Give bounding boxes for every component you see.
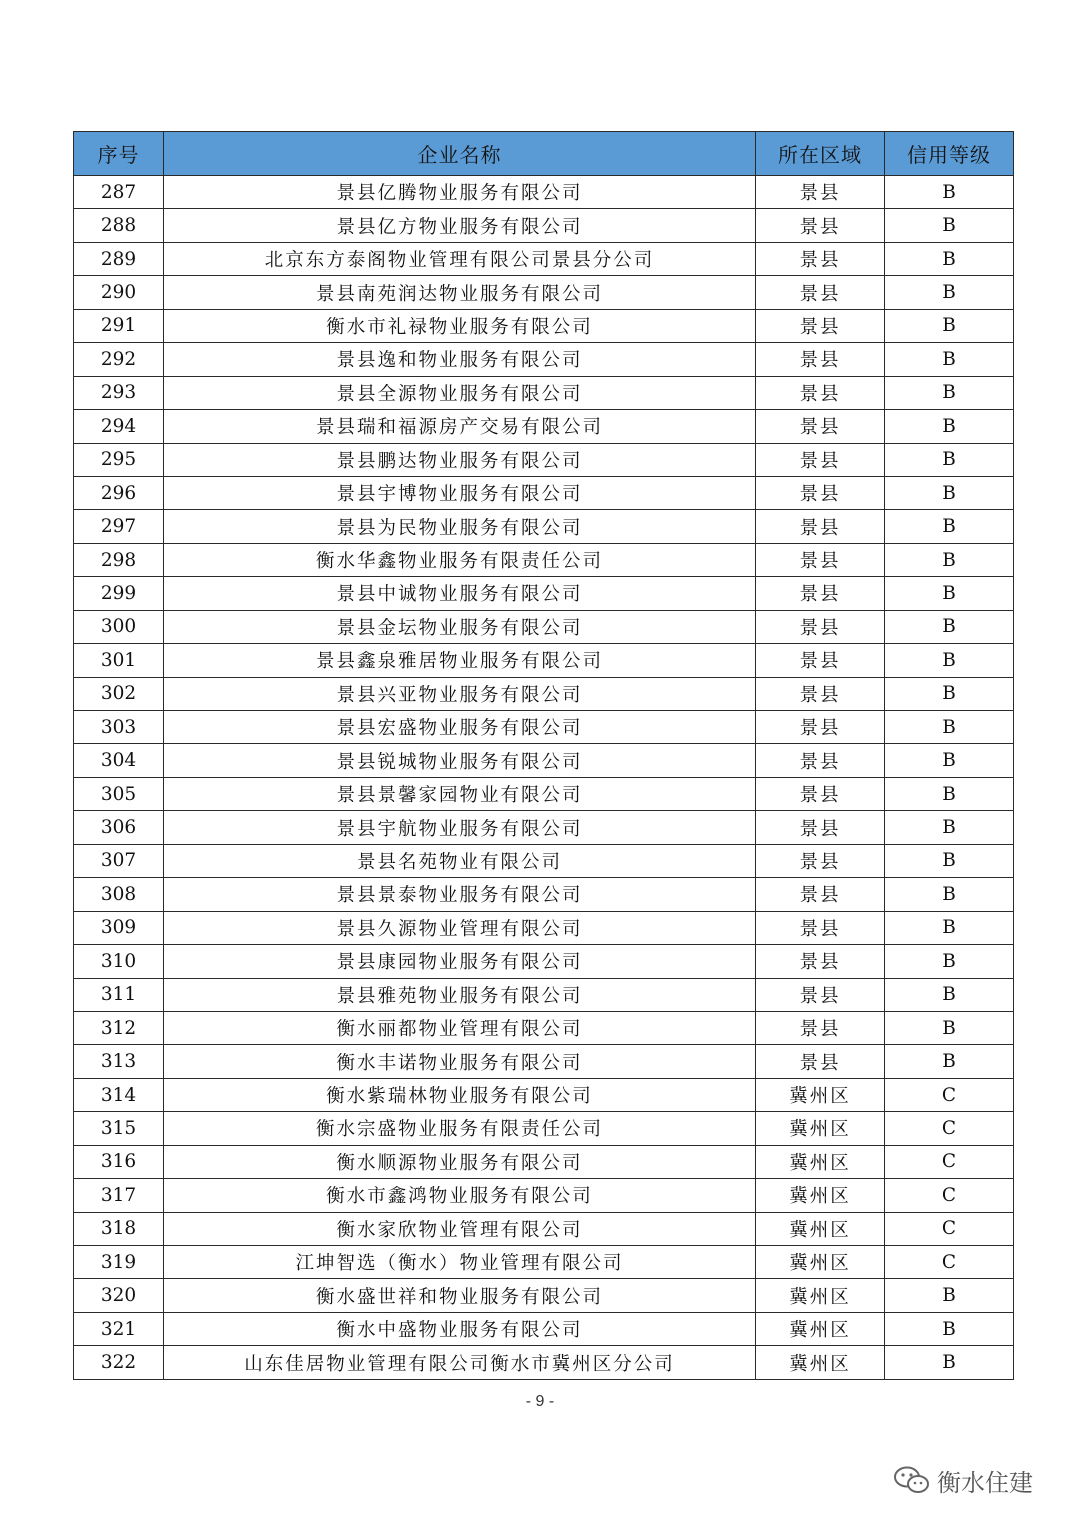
cell-serial-number: 287	[74, 176, 164, 209]
cell-region: 景县	[756, 744, 885, 777]
cell-region: 景县	[756, 376, 885, 409]
table-row	[74, 1212, 1014, 1245]
cell-company-name: 山东佳居物业管理有限公司衡水市冀州区分公司	[164, 1346, 756, 1379]
cell-company-name: 北京东方泰阁物业管理有限公司景县分公司	[164, 242, 756, 275]
wechat-icon	[893, 1465, 931, 1495]
cell-company-name: 景县金坛物业服务有限公司	[164, 610, 756, 643]
cell-credit-grade: B	[885, 978, 1014, 1011]
cell-company-name: 景县宇航物业服务有限公司	[164, 811, 756, 844]
cell-credit-grade: B	[885, 510, 1014, 543]
table-row	[74, 1312, 1014, 1345]
cell-company-name: 衡水紫瑞林物业服务有限公司	[164, 1078, 756, 1111]
cell-serial-number: 320	[74, 1279, 164, 1312]
cell-serial-number: 317	[74, 1179, 164, 1212]
cell-company-name: 江坤智选（衡水）物业管理有限公司	[164, 1246, 756, 1279]
cell-company-name: 景县锐城物业服务有限公司	[164, 744, 756, 777]
cell-company-name: 衡水市鑫鸿物业服务有限公司	[164, 1179, 756, 1212]
cell-credit-grade: B	[885, 1279, 1014, 1312]
cell-credit-grade: B	[885, 242, 1014, 275]
cell-region: 景县	[756, 343, 885, 376]
table-row	[74, 543, 1014, 576]
table-row	[74, 844, 1014, 877]
cell-company-name: 景县中诚物业服务有限公司	[164, 577, 756, 610]
cell-serial-number: 294	[74, 410, 164, 443]
cell-serial-number: 304	[74, 744, 164, 777]
table-row	[74, 410, 1014, 443]
cell-region: 景县	[756, 176, 885, 209]
cell-region: 景县	[756, 242, 885, 275]
cell-region: 景县	[756, 644, 885, 677]
cell-company-name: 衡水丽都物业管理有限公司	[164, 1011, 756, 1044]
cell-company-name: 景县宇博物业服务有限公司	[164, 476, 756, 509]
cell-company-name: 景县瑞和福源房产交易有限公司	[164, 410, 756, 443]
cell-company-name: 景县名苑物业有限公司	[164, 844, 756, 877]
cell-serial-number: 303	[74, 711, 164, 744]
cell-company-name: 景县逸和物业服务有限公司	[164, 343, 756, 376]
cell-credit-grade: B	[885, 309, 1014, 342]
table-row	[74, 1346, 1014, 1379]
cell-region: 冀州区	[756, 1179, 885, 1212]
page-number: - 9 -	[525, 1393, 555, 1410]
cell-company-name: 景县久源物业管理有限公司	[164, 911, 756, 944]
cell-region: 冀州区	[756, 1145, 885, 1178]
cell-serial-number: 313	[74, 1045, 164, 1078]
cell-serial-number: 316	[74, 1145, 164, 1178]
cell-serial-number: 295	[74, 443, 164, 476]
cell-region: 景县	[756, 209, 885, 242]
cell-region: 冀州区	[756, 1078, 885, 1111]
header-region: 所在区域	[756, 132, 885, 176]
table-header-row	[74, 132, 1014, 176]
cell-credit-grade: B	[885, 1045, 1014, 1078]
table-row	[74, 878, 1014, 911]
cell-serial-number: 297	[74, 510, 164, 543]
cell-serial-number: 299	[74, 577, 164, 610]
table-row	[74, 978, 1014, 1011]
cell-serial-number: 306	[74, 811, 164, 844]
cell-serial-number: 315	[74, 1112, 164, 1145]
cell-region: 冀州区	[756, 1346, 885, 1379]
table-row	[74, 577, 1014, 610]
cell-serial-number: 288	[74, 209, 164, 242]
cell-serial-number: 314	[74, 1078, 164, 1111]
cell-company-name: 衡水市礼禄物业服务有限公司	[164, 309, 756, 342]
cell-credit-grade: C	[885, 1179, 1014, 1212]
cell-region: 景县	[756, 410, 885, 443]
watermark	[893, 1460, 1033, 1500]
cell-credit-grade: C	[885, 1246, 1014, 1279]
cell-region: 景县	[756, 543, 885, 576]
cell-credit-grade: B	[885, 777, 1014, 810]
table-row	[74, 209, 1014, 242]
cell-company-name: 景县南苑润达物业服务有限公司	[164, 276, 756, 309]
cell-region: 景县	[756, 844, 885, 877]
cell-region: 景县	[756, 309, 885, 342]
cell-company-name: 景县兴亚物业服务有限公司	[164, 677, 756, 710]
cell-serial-number: 296	[74, 476, 164, 509]
cell-serial-number: 318	[74, 1212, 164, 1245]
cell-region: 景县	[756, 476, 885, 509]
cell-serial-number: 291	[74, 309, 164, 342]
cell-serial-number: 290	[74, 276, 164, 309]
watermark-text: 衡水住建	[937, 1468, 1033, 1497]
cell-credit-grade: B	[885, 176, 1014, 209]
cell-serial-number: 302	[74, 677, 164, 710]
cell-company-name: 景县鹏达物业服务有限公司	[164, 443, 756, 476]
table-row	[74, 1045, 1014, 1078]
table-row	[74, 176, 1014, 209]
table-row	[74, 443, 1014, 476]
table-row	[74, 276, 1014, 309]
table-row	[74, 945, 1014, 978]
cell-serial-number: 305	[74, 777, 164, 810]
table-row	[74, 610, 1014, 643]
cell-serial-number: 289	[74, 242, 164, 275]
cell-credit-grade: B	[885, 376, 1014, 409]
table-row	[74, 811, 1014, 844]
cell-credit-grade: C	[885, 1145, 1014, 1178]
cell-company-name: 景县雅苑物业服务有限公司	[164, 978, 756, 1011]
cell-serial-number: 321	[74, 1312, 164, 1345]
cell-credit-grade: B	[885, 744, 1014, 777]
table-row	[74, 476, 1014, 509]
cell-credit-grade: C	[885, 1212, 1014, 1245]
cell-company-name: 景县亿方物业服务有限公司	[164, 209, 756, 242]
cell-region: 景县	[756, 978, 885, 1011]
cell-company-name: 景县鑫泉雅居物业服务有限公司	[164, 644, 756, 677]
header-serial-number: 序号	[74, 132, 164, 176]
cell-region: 景县	[756, 1045, 885, 1078]
cell-company-name: 景县为民物业服务有限公司	[164, 510, 756, 543]
table-row	[74, 1078, 1014, 1111]
cell-credit-grade: B	[885, 343, 1014, 376]
table-row	[74, 242, 1014, 275]
cell-region: 景县	[756, 945, 885, 978]
cell-credit-grade: B	[885, 811, 1014, 844]
cell-serial-number: 322	[74, 1346, 164, 1379]
table-row	[74, 376, 1014, 409]
cell-region: 景县	[756, 577, 885, 610]
cell-serial-number: 319	[74, 1246, 164, 1279]
cell-company-name: 景县全源物业服务有限公司	[164, 376, 756, 409]
cell-company-name: 景县景泰物业服务有限公司	[164, 878, 756, 911]
table-row	[74, 644, 1014, 677]
cell-serial-number: 298	[74, 543, 164, 576]
cell-region: 景县	[756, 276, 885, 309]
cell-serial-number: 300	[74, 610, 164, 643]
table-row	[74, 343, 1014, 376]
cell-region: 景县	[756, 711, 885, 744]
cell-company-name: 衡水华鑫物业服务有限责任公司	[164, 543, 756, 576]
credit-rating-table	[73, 131, 1014, 1380]
table-row	[74, 744, 1014, 777]
table-row	[74, 911, 1014, 944]
cell-credit-grade: B	[885, 209, 1014, 242]
table-row	[74, 677, 1014, 710]
cell-credit-grade: B	[885, 945, 1014, 978]
cell-serial-number: 311	[74, 978, 164, 1011]
cell-credit-grade: B	[885, 410, 1014, 443]
cell-credit-grade: B	[885, 878, 1014, 911]
cell-company-name: 衡水家欣物业管理有限公司	[164, 1212, 756, 1245]
cell-company-name: 衡水盛世祥和物业服务有限公司	[164, 1279, 756, 1312]
cell-serial-number: 307	[74, 844, 164, 877]
cell-serial-number: 308	[74, 878, 164, 911]
cell-company-name: 景县宏盛物业服务有限公司	[164, 711, 756, 744]
cell-region: 冀州区	[756, 1246, 885, 1279]
table-row	[74, 309, 1014, 342]
cell-credit-grade: C	[885, 1112, 1014, 1145]
cell-serial-number: 310	[74, 945, 164, 978]
header-company-name: 企业名称	[164, 132, 756, 176]
cell-company-name: 衡水中盛物业服务有限公司	[164, 1312, 756, 1345]
cell-region: 景县	[756, 777, 885, 810]
cell-region: 景县	[756, 443, 885, 476]
cell-credit-grade: B	[885, 276, 1014, 309]
cell-company-name: 衡水丰诺物业服务有限公司	[164, 1045, 756, 1078]
cell-credit-grade: B	[885, 677, 1014, 710]
cell-credit-grade: C	[885, 1078, 1014, 1111]
cell-serial-number: 312	[74, 1011, 164, 1044]
cell-credit-grade: B	[885, 577, 1014, 610]
cell-credit-grade: B	[885, 644, 1014, 677]
cell-company-name: 衡水宗盛物业服务有限责任公司	[164, 1112, 756, 1145]
cell-credit-grade: B	[885, 1312, 1014, 1345]
cell-credit-grade: B	[885, 711, 1014, 744]
table-row	[74, 777, 1014, 810]
cell-company-name: 景县景馨家园物业有限公司	[164, 777, 756, 810]
table-row	[74, 1246, 1014, 1279]
cell-region: 景县	[756, 677, 885, 710]
cell-serial-number: 309	[74, 911, 164, 944]
cell-credit-grade: B	[885, 543, 1014, 576]
cell-region: 景县	[756, 510, 885, 543]
cell-company-name: 景县康园物业服务有限公司	[164, 945, 756, 978]
cell-credit-grade: B	[885, 610, 1014, 643]
cell-serial-number: 292	[74, 343, 164, 376]
cell-company-name: 景县亿腾物业服务有限公司	[164, 176, 756, 209]
table-row	[74, 1011, 1014, 1044]
table-row	[74, 1145, 1014, 1178]
cell-credit-grade: B	[885, 443, 1014, 476]
cell-company-name: 衡水顺源物业服务有限公司	[164, 1145, 756, 1178]
cell-region: 冀州区	[756, 1279, 885, 1312]
cell-credit-grade: B	[885, 844, 1014, 877]
table-row	[74, 1112, 1014, 1145]
header-credit-grade: 信用等级	[885, 132, 1014, 176]
cell-region: 景县	[756, 610, 885, 643]
table-row	[74, 510, 1014, 543]
table-body	[74, 176, 1014, 1380]
cell-region: 景县	[756, 811, 885, 844]
cell-region: 景县	[756, 911, 885, 944]
cell-credit-grade: B	[885, 476, 1014, 509]
table-row	[74, 1179, 1014, 1212]
cell-credit-grade: B	[885, 1346, 1014, 1379]
cell-serial-number: 293	[74, 376, 164, 409]
table-row	[74, 711, 1014, 744]
table-row	[74, 1279, 1014, 1312]
cell-region: 冀州区	[756, 1112, 885, 1145]
cell-serial-number: 301	[74, 644, 164, 677]
cell-region: 景县	[756, 1011, 885, 1044]
cell-region: 冀州区	[756, 1212, 885, 1245]
cell-region: 冀州区	[756, 1312, 885, 1345]
cell-credit-grade: B	[885, 1011, 1014, 1044]
cell-credit-grade: B	[885, 911, 1014, 944]
cell-region: 景县	[756, 878, 885, 911]
